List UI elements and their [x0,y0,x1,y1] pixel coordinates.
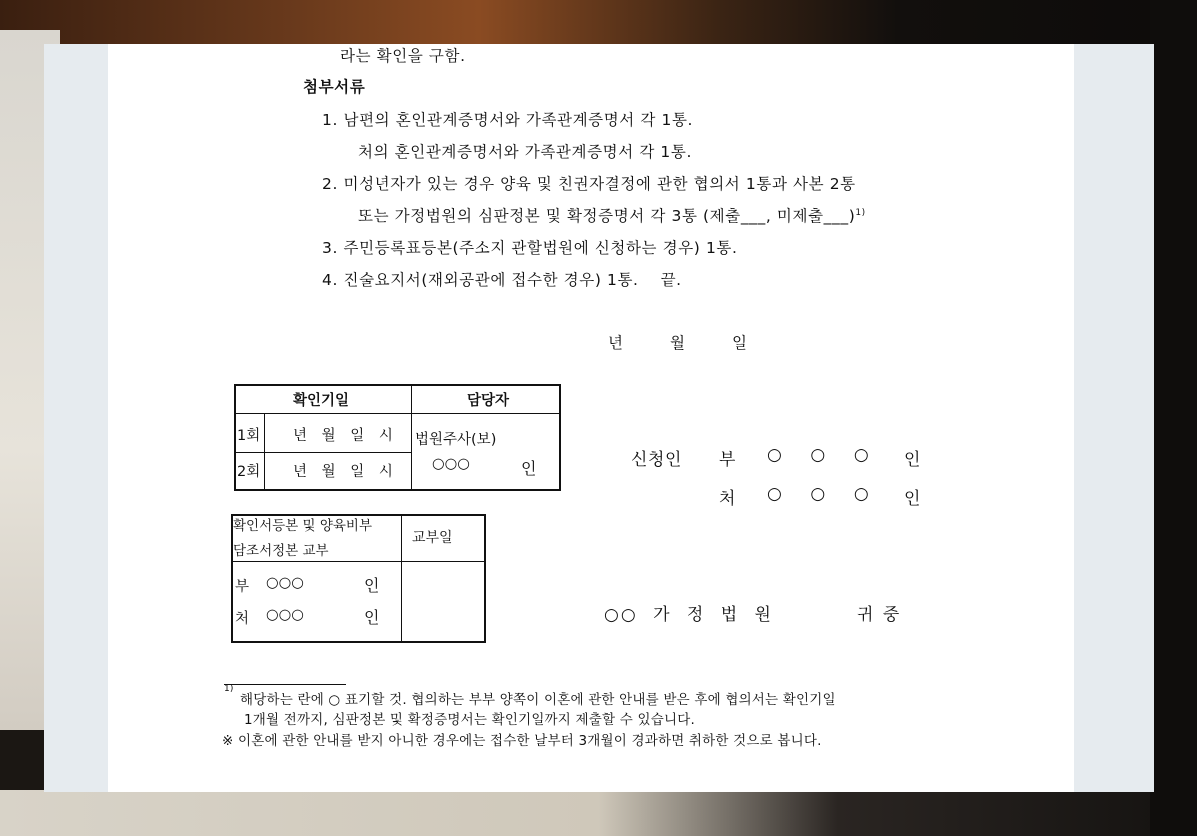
applicant-husband-role: 부 [719,450,737,470]
delivery-wife-role: 처 [235,611,250,627]
date-day: 일 [732,334,748,352]
attachment-1-line1: 1. 남편의 혼인관계증명서와 가족관계증명서 각 1통. [322,111,694,129]
round-2: 2회 [237,464,261,480]
footnote-note: ※ 이혼에 관한 안내를 받지 아니한 경우에는 접수한 날부터 3개월이 경과하면 취하한 것으로 봅니다. [222,733,822,749]
court-honorific: 귀 중 [857,605,902,625]
confirmation-table [234,384,561,491]
officer-name: ○○○ [432,456,470,472]
background-desk [0,790,1197,836]
attachments-heading: 첨부서류 [303,78,366,96]
date-month: 월 [670,334,686,352]
applicant-husband-seal: 인 [904,450,922,470]
round-1: 1회 [237,428,261,444]
footnote-marker: 1) [224,684,234,694]
officer-seal: 인 [521,459,537,478]
applicant-wife-role: 처 [719,489,737,509]
court-name: ○○ 가 정 법 원 [604,605,773,625]
end-mark: 끝. [660,271,682,289]
applicant-husband-name: ○ ○ ○ [767,445,870,465]
header-confirm-date: 확인기일 [293,393,350,409]
delivery-header-line1: 확인서등본 및 양육비부 [233,518,372,534]
delivery-date-header: 교부일 [412,530,453,546]
footnote-rule [224,684,346,685]
delivery-wife-name: ○○○ [266,607,304,623]
footnote-line2: 1개월 전까지, 심판정본 및 확정증명서는 확인기일까지 제출할 수 있습니다. [244,712,695,728]
date-year: 년 [608,334,624,352]
footnote-line1: 해당하는 란에 ○ 표기할 것. 협의하는 부부 양쪽이 이혼에 관한 안내를 받은 후에 협의서는 확인기일 [240,692,836,708]
officer-title: 법원주사(보) [415,432,497,448]
attachment-1-line2: 처의 혼인관계증명서와 가족관계증명서 각 1통. [358,143,692,161]
attachment-3-line1: 3. 주민등록표등본(주소지 관할법원에 신청하는 경우) 1통. [322,239,738,257]
delivery-husband-seal: 인 [364,576,380,595]
header-officer: 담당자 [467,393,510,409]
intro-line: 라는 확인을 구함. [340,47,466,65]
round-2-datetime: 년 월 일 시 [293,464,393,480]
applicant-label: 신청인 [631,450,683,470]
attachment-2-line2: 또는 가정법원의 심판정본 및 확정증명서 각 3통 (제출___, 미제출___)$^{1)}$ [358,207,866,225]
delivery-header-line2: 담조서정본 교부 [233,543,329,559]
round-1-datetime: 년 월 일 시 [293,428,393,444]
applicant-wife-seal: 인 [904,489,922,509]
background-dark [1150,0,1197,836]
delivery-husband-role: 부 [235,579,250,595]
attachment-4-line1: 4. 진술요지서(재외공관에 접수한 경우) 1통. 끝. [322,271,682,289]
attachment-2-line1: 2. 미성년자가 있는 경우 양육 및 친권자결정에 관한 협의서 1통과 사본 2통 [322,175,856,193]
footnote-ref: 1) [855,207,866,218]
delivery-wife-seal: 인 [364,608,380,627]
applicant-wife-name: ○ ○ ○ [767,484,870,504]
delivery-husband-name: ○○○ [266,575,304,591]
